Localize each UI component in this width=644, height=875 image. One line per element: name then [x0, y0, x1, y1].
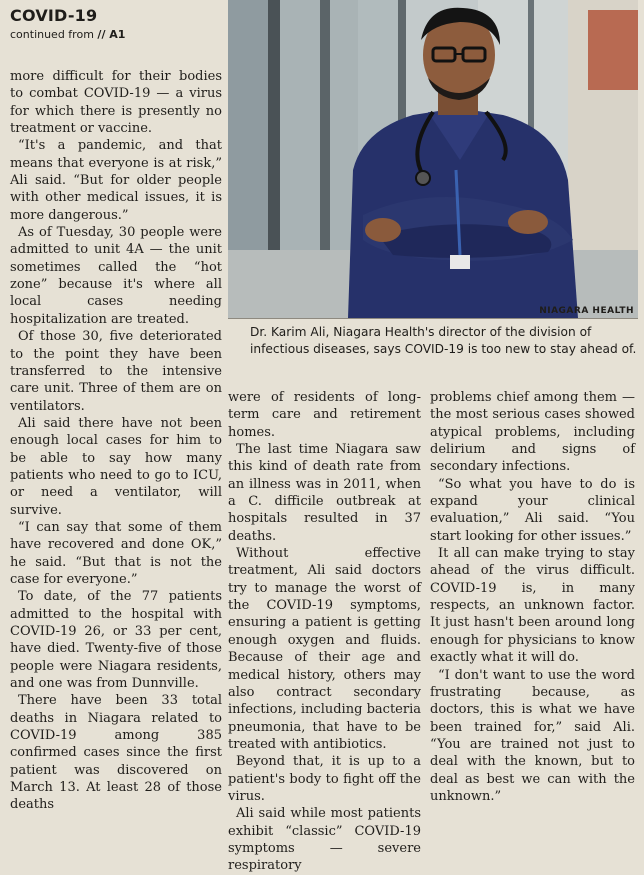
paragraph: The last time Niagara saw this kind of death rate from an illness was in 2011, when a C. difficile outbreak at hospitals resulted in 37 deaths. — [228, 442, 421, 544]
paragraph: It all can make trying to stay ahead of the virus difficult. COVID-19 is, in many respects, an unknown factor. It just hasn't been around long enough for physicians to know exactly what it will do. — [430, 546, 635, 666]
paragraph: To date, of the 77 patients admitted to the hospital with COVID-19 26, or 33 per cent, have died. Twenty-five of those people were Niagara residents, and one was from Dunnville. — [10, 589, 222, 692]
paragraph: problems chief among them — the most serious cases showed atypical problems, including delirium and signs of secondary infections. — [430, 390, 635, 475]
continued-page: // A1 — [97, 28, 126, 41]
photo-credit: NIAGARA HEALTH — [539, 306, 634, 316]
section-header — [10, 6, 220, 43]
photo-caption: Dr. Karim Ali, Niagara Health's director of the division of infectious diseases, says COVID-19 is too new to stay ahead of. — [250, 325, 637, 356]
paragraph: Of those 30, five deteriorated to the point they have been transferred to the intensive care unit. Three of them are on ventilators. — [10, 329, 222, 414]
paragraph: were of residents of long-term care and retirement homes. — [228, 390, 421, 440]
continued-label: continued from — [10, 28, 94, 41]
article-column-3 — [430, 389, 635, 805]
continued-from — [10, 27, 220, 43]
paragraph: “So what you have to do is expand your clinical evaluation,” Ali said. “You start looking for other issues.” — [430, 476, 635, 544]
paragraph: Ali said while most patients exhibit “classic” COVID-19 symptoms — severe respiratory — [228, 806, 421, 874]
paragraph: There have been 33 total deaths in Niagara related to COVID-19 among 385 confirmed cases since the first patient was discovered on March 13. At least 28 of those deaths — [10, 693, 222, 813]
paragraph: As of Tuesday, 30 people were admitted to unit 4A — the unit sometimes called the “hot zone” because it's where all local cases needing hospitalization are treated. — [10, 225, 222, 327]
article-column-1 — [10, 68, 222, 814]
paragraph: Beyond that, it is up to a patient's body to fight off the virus. — [228, 754, 421, 804]
paragraph: “It's a pandemic, and that means that everyone is at risk,” Ali said. “But for older people with other medical issues, it is more dangerous.” — [10, 138, 222, 223]
article-column-2 — [228, 389, 421, 875]
paragraph: “I can say that some of them have recovered and done OK,” he said. “But that is not the case for everyone.” — [10, 519, 222, 587]
section-title: COVID-19 — [10, 6, 98, 25]
paragraph: Without effective treatment, Ali said doctors try to manage the worst of the COVID-19 symptoms, ensuring a patient is getting enough oxygen and fluids. Because of their age and medical history, others may also contract secondary infections, including bacteria pneumonia, that have to be treated with antibiotics. — [228, 546, 421, 752]
paragraph: “I don't want to use the word frustrating because, as doctors, this is what we have been trained for,” said Ali. “You are trained not just to deal with the known, but to deal as best we can with the unknown.” — [430, 667, 635, 804]
doctor-photo-illustration — [228, 0, 638, 318]
doctor-photo — [228, 0, 638, 318]
photo-rule — [228, 318, 638, 319]
paragraph: more difficult for their bodies to combat COVID-19 — a virus for which there is presently no treatment or vaccine. — [10, 69, 222, 137]
paragraph: Ali said there have not been enough local cases for him to be able to say how many patients who need to go to ICU, or need a ventilator, will survive. — [10, 415, 222, 518]
